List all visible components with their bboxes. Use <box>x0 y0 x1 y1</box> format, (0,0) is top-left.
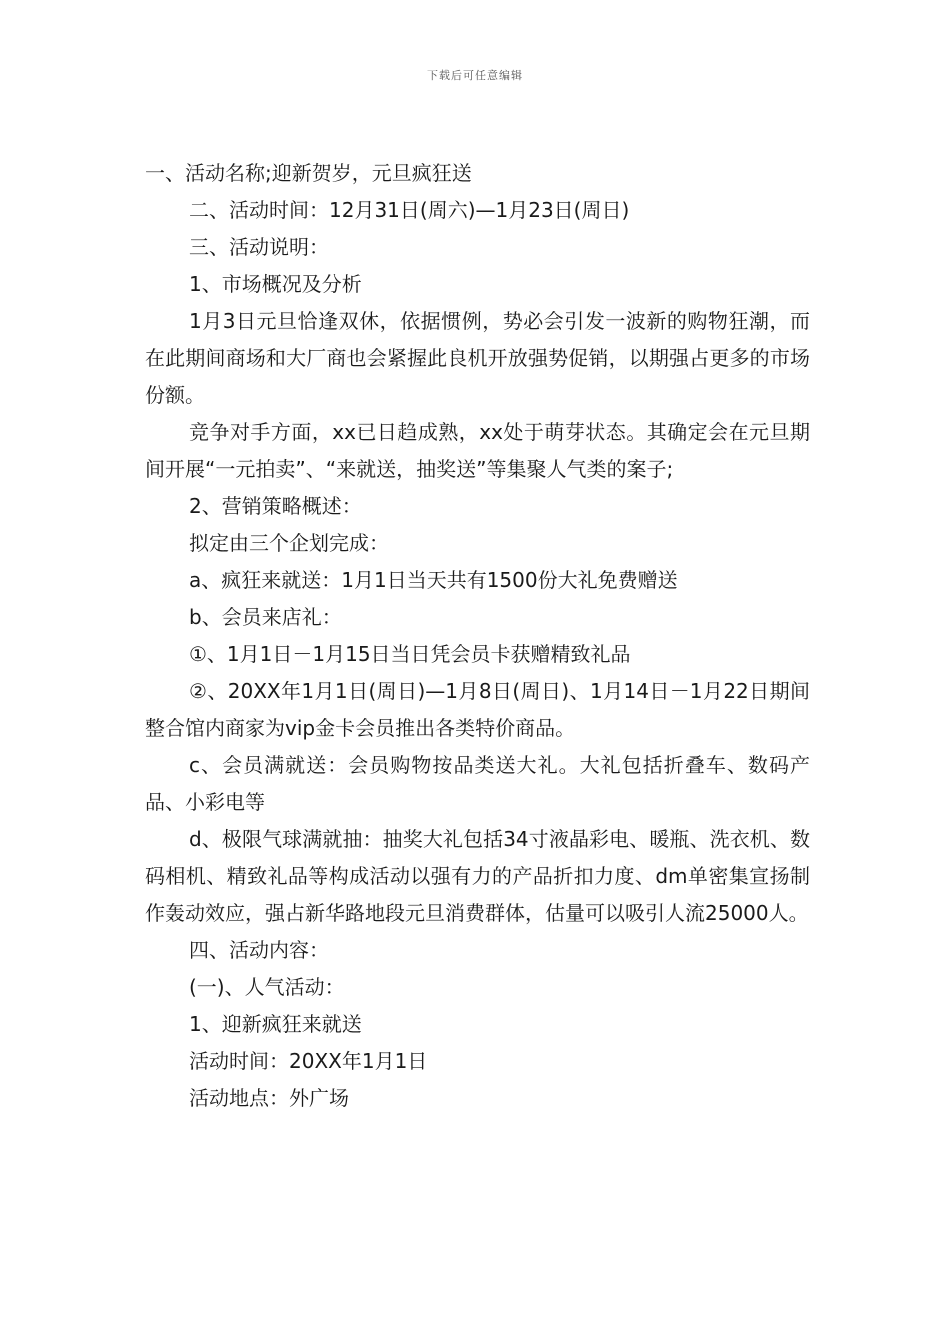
list-item-c: c、会员满就送：会员购物按品类送大礼。大礼包括折叠车、数码产品、小彩电等 <box>145 753 810 814</box>
paragraph-market-analysis: 1月3日元旦恰逢双休，依据惯例，势必会引发一波新的购物狂潮，而在此期间商场和大厂商也会紧握此良机开放强势促销，以期强占更多的市场份额。 <box>145 309 810 407</box>
section-activity-content: 四、活动内容： <box>189 938 329 962</box>
subsection-market-overview: 1、市场概况及分析 <box>189 272 362 296</box>
item-activity-date: 活动时间：20XX年1月1日 <box>189 1049 428 1073</box>
list-item-b: b、会员来店礼： <box>189 605 342 629</box>
subsection-marketing-strategy: 2、营销策略概述： <box>189 494 362 518</box>
list-item-b-1: ①、1月1日－1月15日当日凭会员卡获赠精致礼品 <box>189 642 631 666</box>
paragraph-plan-intro: 拟定由三个企划完成： <box>189 531 389 555</box>
subsection-popularity-activity: (一)、人气活动： <box>189 975 345 999</box>
list-item-d: d、极限气球满就抽：抽奖大礼包括34寸液晶彩电、暖瓶、洗衣机、数码相机、精致礼品等构成活动以强有力的产品折扣力度、dm单密集宣扬制作轰动效应，强占新华路地段元旦消费群体，估量可以吸引人流25000人。 <box>145 827 810 925</box>
paragraph-competitors: 竞争对手方面，xx已日趋成熟，xx处于萌芽状态。其确定会在元旦期间开展“一元拍卖”、“来就送，抽奖送”等集聚人气类的案子; <box>145 420 810 481</box>
section-activity-time: 二、活动时间：12月31日(周六)—1月23日(周日) <box>189 198 630 222</box>
header-note: 下载后可任意编辑 <box>427 69 523 82</box>
section-title-activity-name: 一、活动名称;迎新贺岁，元旦疯狂送 <box>145 161 472 185</box>
item-new-year-giveaway: 1、迎新疯狂来就送 <box>189 1012 362 1036</box>
section-activity-description: 三、活动说明： <box>189 235 329 259</box>
list-item-b-2: ②、20XX年1月1日(周日)—1月8日(周日)、1月14日－1月22日期间整合馆内商家为vip金卡会员推出各类特价商品。 <box>145 679 810 740</box>
document-body <box>145 155 810 1117</box>
list-item-a: a、疯狂来就送：1月1日当天共有1500份大礼免费赠送 <box>189 568 678 592</box>
item-activity-location: 活动地点：外广场 <box>189 1086 349 1110</box>
